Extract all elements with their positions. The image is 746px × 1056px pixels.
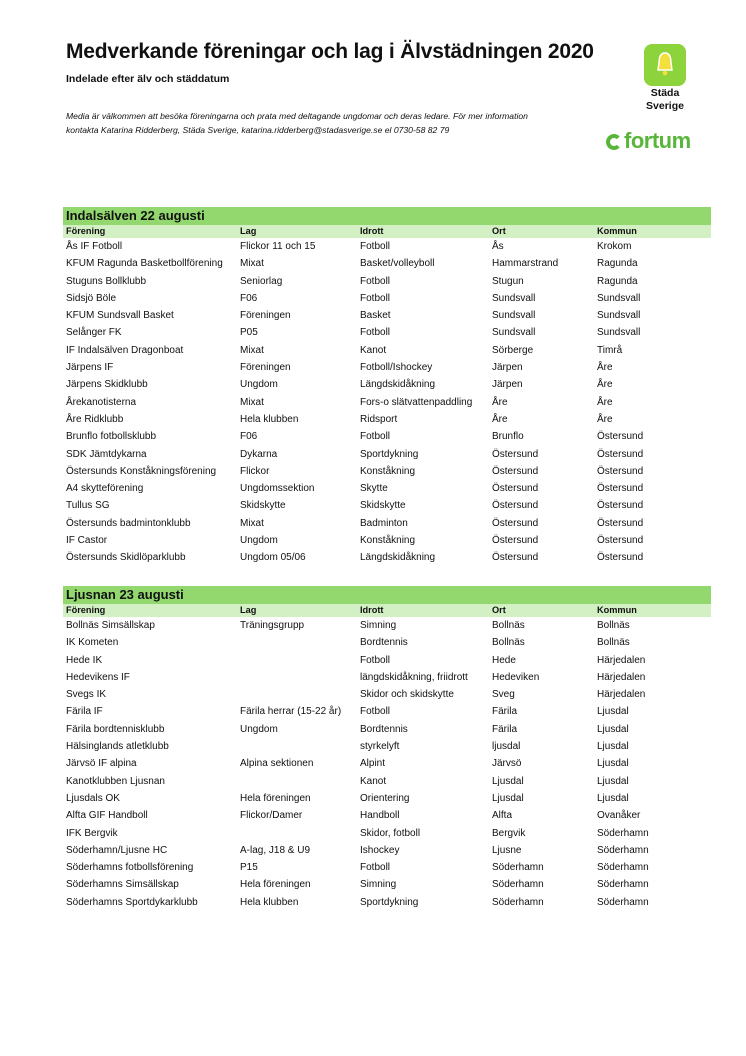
col-ort-cell: Bollnäs xyxy=(492,637,525,649)
col-ort-header: Ort xyxy=(492,226,506,236)
col-ort-cell: ljusdal xyxy=(492,741,521,753)
col-idrott-cell: Basket xyxy=(360,310,391,322)
river-section xyxy=(63,586,711,911)
section-title: Indalsälven 22 augusti xyxy=(63,207,711,225)
col-lag-cell: Ungdom 05/06 xyxy=(240,552,306,564)
col-idrott-cell: Handboll xyxy=(360,810,400,822)
col-forening-cell: Kanotklubben Ljusnan xyxy=(66,775,165,787)
col-forening-cell: Hede IK xyxy=(66,654,103,666)
col-ort-cell: Sörberge xyxy=(492,344,534,356)
col-lag-cell xyxy=(240,669,360,686)
table-row xyxy=(63,738,711,755)
col-idrott-cell: Längdskidåkning xyxy=(360,552,436,564)
table-row xyxy=(63,721,711,738)
col-forening-cell: Svegs IK xyxy=(66,689,107,701)
col-lag-cell: Ungdom xyxy=(240,379,278,391)
col-forening-cell: Årekanotisterna xyxy=(66,396,137,408)
table-row xyxy=(63,480,711,497)
col-idrott-cell: Basket/volleyboll xyxy=(360,258,435,270)
col-ort-cell: Järpen xyxy=(492,362,523,374)
col-forening-cell: Östersunds Konståkningsförening xyxy=(66,465,217,477)
table-row xyxy=(63,807,711,824)
col-forening-header: Förening xyxy=(66,605,106,615)
col-forening-cell: SDK Jämtdykarna xyxy=(66,448,147,460)
col-ort-cell: Alfta xyxy=(492,810,513,822)
col-kommun-cell: Östersund xyxy=(597,552,644,564)
col-ort-cell: Bollnäs xyxy=(492,620,525,631)
col-idrott-cell: Konståkning xyxy=(360,465,416,477)
col-ort-cell: Söderhamn xyxy=(492,879,544,891)
col-forening-cell: Ljusdals OK xyxy=(66,792,120,804)
col-lag-cell: F06 xyxy=(240,292,258,304)
col-lag-header: Lag xyxy=(240,605,257,615)
col-lag-cell: Föreningen xyxy=(240,362,291,374)
table-row xyxy=(63,411,711,428)
col-ort-cell: Söderhamn xyxy=(492,896,544,908)
col-kommun-cell: Ragunda xyxy=(597,275,638,287)
col-idrott-cell: Längdskidåkning xyxy=(360,379,436,391)
col-kommun-cell: Söderhamn xyxy=(597,879,649,891)
col-ort-cell: Åre xyxy=(492,413,508,425)
col-ort-cell: Sundsvall xyxy=(492,310,536,322)
col-forening-cell: Söderhamns fotbollsförening xyxy=(66,862,194,874)
col-lag-cell: Hela föreningen xyxy=(240,792,311,804)
col-ort-cell: Ås xyxy=(492,241,504,252)
col-kommun-cell: Söderhamn xyxy=(597,827,649,839)
col-forening-cell: KFUM Ragunda Basketbollförening xyxy=(66,258,223,270)
table-row xyxy=(63,290,711,307)
col-forening-cell: Söderhamns Simsällskap xyxy=(66,879,179,891)
col-kommun-cell: Ljusdal xyxy=(597,741,629,753)
table-row xyxy=(63,755,711,772)
column-header-row xyxy=(63,604,711,617)
table-row xyxy=(63,549,711,566)
col-idrott-header: Idrott xyxy=(360,226,384,236)
river-section xyxy=(63,207,711,567)
table-row xyxy=(63,790,711,807)
col-kommun-cell: Bollnäs xyxy=(597,620,630,631)
col-kommun-cell: Östersund xyxy=(597,500,644,512)
col-lag-cell: Träningsgrupp xyxy=(240,620,305,631)
col-idrott-cell: Ishockey xyxy=(360,844,400,856)
table-row xyxy=(63,652,711,669)
bell-icon xyxy=(655,52,675,76)
table-row xyxy=(63,394,711,411)
col-idrott-cell: Fotboll xyxy=(360,292,391,304)
col-idrott-cell: Simning xyxy=(360,620,397,631)
table-row xyxy=(63,238,711,255)
col-forening-cell: IFK Bergvik xyxy=(66,827,118,839)
col-ort-cell: Östersund xyxy=(492,465,539,477)
col-kommun-cell: Ljusdal xyxy=(597,723,629,735)
col-ort-cell: Järvsö xyxy=(492,758,522,770)
col-ort-cell: Ljusdal xyxy=(492,775,524,787)
col-ort-cell: Östersund xyxy=(492,483,539,495)
col-idrott-cell: Skidor, fotboll xyxy=(360,827,421,839)
col-lag-cell: Föreningen xyxy=(240,310,291,322)
col-lag-cell xyxy=(240,634,360,651)
fortum-logo xyxy=(606,128,691,154)
table-row xyxy=(63,686,711,703)
col-lag-cell: Mixat xyxy=(240,258,264,270)
col-idrott-cell: Fotboll xyxy=(360,706,391,718)
col-forening-cell: Bollnäs Simsällskap xyxy=(66,620,155,631)
col-ort-cell: Östersund xyxy=(492,552,539,564)
table-row xyxy=(63,669,711,686)
col-lag-header: Lag xyxy=(240,226,257,236)
table-row xyxy=(63,617,711,634)
table-row xyxy=(63,342,711,359)
col-kommun-cell: Sundsvall xyxy=(597,292,641,304)
col-kommun-cell: Ljusdal xyxy=(597,775,629,787)
col-kommun-cell: Ragunda xyxy=(597,258,638,270)
col-idrott-cell: Kanot xyxy=(360,344,387,356)
col-lag-cell: Alpina sektionen xyxy=(240,758,314,770)
col-forening-cell: A4 skytteförening xyxy=(66,483,144,495)
col-idrott-cell: Konståkning xyxy=(360,535,416,547)
col-lag-cell: Dykarna xyxy=(240,448,278,460)
col-ort-cell: Sveg xyxy=(492,689,515,701)
col-kommun-cell: Sundsvall xyxy=(597,327,641,339)
col-lag-cell xyxy=(240,652,360,669)
col-lag-cell: P15 xyxy=(240,862,258,874)
col-ort-cell: Sundsvall xyxy=(492,292,536,304)
col-lag-cell: Hela klubben xyxy=(240,413,299,425)
intro-line: Media är välkommen att besöka föreningarna och prata med deltagande ungdomar och deras ledare. För mer information xyxy=(66,111,528,121)
col-forening-cell: Åre Ridklubb xyxy=(66,413,124,425)
col-lag-cell: Hela klubben xyxy=(240,896,299,908)
col-ort-cell: Sundsvall xyxy=(492,327,536,339)
col-ort-cell: Ljusdal xyxy=(492,792,524,804)
table-row xyxy=(63,703,711,720)
col-idrott-cell: Orientering xyxy=(360,792,410,804)
stada-sverige-word-2: Sverige xyxy=(646,100,684,112)
table-row xyxy=(63,463,711,480)
table-row xyxy=(63,273,711,290)
table-row xyxy=(63,825,711,842)
col-idrott-cell: Ridsport xyxy=(360,413,398,425)
col-lag-cell: Mixat xyxy=(240,517,264,529)
col-lag-cell: Färila herrar (15-22 år) xyxy=(240,706,342,718)
col-lag-cell: Mixat xyxy=(240,344,264,356)
col-idrott-cell: Skidor och skidskytte xyxy=(360,689,454,701)
col-kommun-cell: Sundsvall xyxy=(597,310,641,322)
col-idrott-cell: Fotboll xyxy=(360,327,391,339)
col-kommun-cell: Krokom xyxy=(597,241,632,252)
stada-sverige-word-1: Städa xyxy=(650,87,680,99)
col-kommun-cell: Bollnäs xyxy=(597,637,630,649)
col-kommun-cell: Timrå xyxy=(597,344,623,356)
col-idrott-cell: Fotboll/Ishockey xyxy=(360,362,433,374)
col-ort-cell: Hammarstrand xyxy=(492,258,559,270)
fortum-wordmark: fortum xyxy=(624,128,691,153)
col-idrott-cell: Skytte xyxy=(360,483,388,495)
col-forening-cell: Brunflo fotbollsklubb xyxy=(66,431,157,443)
table-row xyxy=(63,446,711,463)
col-forening-cell: Järpens IF xyxy=(66,362,114,374)
col-kommun-cell: Östersund xyxy=(597,483,644,495)
col-forening-cell: Alfta GIF Handboll xyxy=(66,810,148,822)
intro-line: kontakta Katarina Ridderberg, Städa Sverige, katarina.ridderberg@stadasverige.se el 0730-58 82 79 xyxy=(66,125,450,135)
col-forening-cell: Tullus SG xyxy=(66,500,110,512)
table-row xyxy=(63,376,711,393)
col-kommun-cell: Ljusdal xyxy=(597,706,629,718)
table-row xyxy=(63,307,711,324)
col-lag-cell: Ungdom xyxy=(240,535,278,547)
col-kommun-cell: Ovanåker xyxy=(597,810,641,822)
column-header-row xyxy=(63,225,711,238)
col-kommun-cell: Åre xyxy=(597,362,613,374)
col-idrott-cell: Sportdykning xyxy=(360,896,419,908)
col-idrott-cell: Kanot xyxy=(360,775,387,787)
col-idrott-cell: Alpint xyxy=(360,758,386,770)
col-lag-cell xyxy=(240,738,360,755)
col-idrott-cell: Badminton xyxy=(360,517,408,529)
col-lag-cell: Hela föreningen xyxy=(240,879,311,891)
col-lag-cell: F06 xyxy=(240,431,258,443)
col-idrott-cell: Fotboll xyxy=(360,275,391,287)
table-row xyxy=(63,497,711,514)
col-ort-cell: Bergvik xyxy=(492,827,526,839)
col-idrott-cell: Fotboll xyxy=(360,654,391,666)
col-forening-cell: Färila IF xyxy=(66,706,103,718)
col-idrott-header: Idrott xyxy=(360,605,384,615)
col-forening-cell: Ås IF Fotboll xyxy=(66,241,123,252)
col-lag-cell: Ungdomssektion xyxy=(240,483,315,495)
col-forening-cell: IF Indalsälven Dragonboat xyxy=(66,344,184,356)
col-ort-cell: Stugun xyxy=(492,275,524,287)
col-kommun-header: Kommun xyxy=(597,605,637,615)
col-idrott-cell: Simning xyxy=(360,879,397,891)
col-idrott-cell: Fotboll xyxy=(360,241,391,252)
page-subtitle: Indelade efter älv och städdatum xyxy=(66,73,230,85)
col-forening-cell: Sidsjö Böle xyxy=(66,292,117,304)
table-row xyxy=(63,876,711,893)
col-ort-cell: Östersund xyxy=(492,448,539,460)
col-idrott-cell: Skidskytte xyxy=(360,500,406,512)
col-lag-cell xyxy=(240,825,360,842)
col-ort-cell: Östersund xyxy=(492,517,539,529)
col-forening-cell: Järpens Skidklubb xyxy=(66,379,148,391)
col-ort-cell: Ljusne xyxy=(492,844,522,856)
col-forening-cell: Söderhamns Sportdykarklubb xyxy=(66,896,198,908)
section-title: Ljusnan 23 augusti xyxy=(63,586,711,604)
col-ort-cell: Färila xyxy=(492,706,518,718)
col-lag-cell: Flickor/Damer xyxy=(240,810,303,822)
col-kommun-cell: Söderhamn xyxy=(597,896,649,908)
col-ort-cell: Hedeviken xyxy=(492,671,540,683)
col-kommun-cell: Östersund xyxy=(597,431,644,443)
col-kommun-cell: Östersund xyxy=(597,448,644,460)
col-forening-cell: Stuguns Bollklubb xyxy=(66,275,147,287)
col-idrott-cell: Fotboll xyxy=(360,431,391,443)
col-forening-cell: Färila bordtennisklubb xyxy=(66,723,165,735)
col-idrott-cell: längdskidåkning, friidrott xyxy=(360,671,468,683)
col-kommun-cell: Åre xyxy=(597,379,613,391)
col-forening-cell: Östersunds Skidlöparklubb xyxy=(66,552,186,564)
fortum-mark-icon xyxy=(606,134,622,150)
col-kommun-cell: Söderhamn xyxy=(597,844,649,856)
col-kommun-cell: Åre xyxy=(597,413,613,425)
col-forening-cell: Östersunds badmintonklubb xyxy=(66,517,191,529)
col-ort-cell: Järpen xyxy=(492,379,523,391)
col-forening-cell: Söderhamn/Ljusne HC xyxy=(66,844,168,856)
col-kommun-cell: Söderhamn xyxy=(597,862,649,874)
col-kommun-cell: Östersund xyxy=(597,465,644,477)
col-lag-cell xyxy=(240,773,360,790)
table-row xyxy=(63,324,711,341)
col-ort-cell: Söderhamn xyxy=(492,862,544,874)
col-ort-cell: Östersund xyxy=(492,535,539,547)
col-ort-header: Ort xyxy=(492,605,506,615)
col-kommun-cell: Östersund xyxy=(597,535,644,547)
page-title: Medverkande föreningar och lag i Älvstädningen 2020 xyxy=(66,40,594,63)
col-idrott-cell: Fors-o slätvattenpaddling xyxy=(360,396,473,408)
col-lag-cell: P05 xyxy=(240,327,258,339)
col-idrott-cell: styrkelyft xyxy=(360,741,400,753)
table-row xyxy=(63,359,711,376)
col-forening-cell: Järvsö IF alpina xyxy=(66,758,137,770)
col-kommun-cell: Härjedalen xyxy=(597,671,646,683)
col-lag-cell: Ungdom xyxy=(240,723,278,735)
col-ort-cell: Färila xyxy=(492,723,518,735)
col-lag-cell xyxy=(240,686,360,703)
col-ort-cell: Östersund xyxy=(492,500,539,512)
col-lag-cell: A-lag, J18 & U9 xyxy=(240,844,311,856)
col-kommun-cell: Ljusdal xyxy=(597,792,629,804)
col-forening-cell: Hälsinglands atletklubb xyxy=(66,741,169,753)
stada-sverige-badge xyxy=(644,44,686,86)
col-lag-cell: Seniorlag xyxy=(240,275,283,287)
col-idrott-cell: Bordtennis xyxy=(360,637,408,649)
col-idrott-cell: Sportdykning xyxy=(360,448,419,460)
table-row xyxy=(63,532,711,549)
col-kommun-cell: Östersund xyxy=(597,517,644,529)
col-ort-cell: Brunflo xyxy=(492,431,524,443)
col-kommun-header: Kommun xyxy=(597,226,637,236)
col-kommun-cell: Åre xyxy=(597,396,613,408)
col-kommun-cell: Härjedalen xyxy=(597,654,646,666)
col-idrott-cell: Fotboll xyxy=(360,862,391,874)
table-row xyxy=(63,894,711,911)
col-lag-cell: Flickor xyxy=(240,465,270,477)
table-row xyxy=(63,634,711,651)
table-row xyxy=(63,842,711,859)
col-forening-cell: IK Kometen xyxy=(66,637,119,649)
col-forening-cell: KFUM Sundsvall Basket xyxy=(66,310,174,322)
col-kommun-cell: Ljusdal xyxy=(597,758,629,770)
col-idrott-cell: Bordtennis xyxy=(360,723,408,735)
col-kommun-cell: Härjedalen xyxy=(597,689,646,701)
intro-text xyxy=(66,109,626,137)
col-forening-cell: IF Castor xyxy=(66,535,108,547)
col-lag-cell: Mixat xyxy=(240,396,264,408)
table-row xyxy=(63,515,711,532)
col-forening-header: Förening xyxy=(66,226,106,236)
table-row xyxy=(63,859,711,876)
table-row xyxy=(63,773,711,790)
col-ort-cell: Åre xyxy=(492,396,508,408)
table-row xyxy=(63,255,711,272)
col-forening-cell: Hedevikens IF xyxy=(66,671,130,683)
table-row xyxy=(63,428,711,445)
col-ort-cell: Hede xyxy=(492,654,516,666)
stada-sverige-logo xyxy=(640,44,690,112)
col-lag-cell: Skidskytte xyxy=(240,500,286,512)
col-forening-cell: Selånger FK xyxy=(66,327,122,339)
col-lag-cell: Flickor 11 och 15 xyxy=(240,241,316,252)
